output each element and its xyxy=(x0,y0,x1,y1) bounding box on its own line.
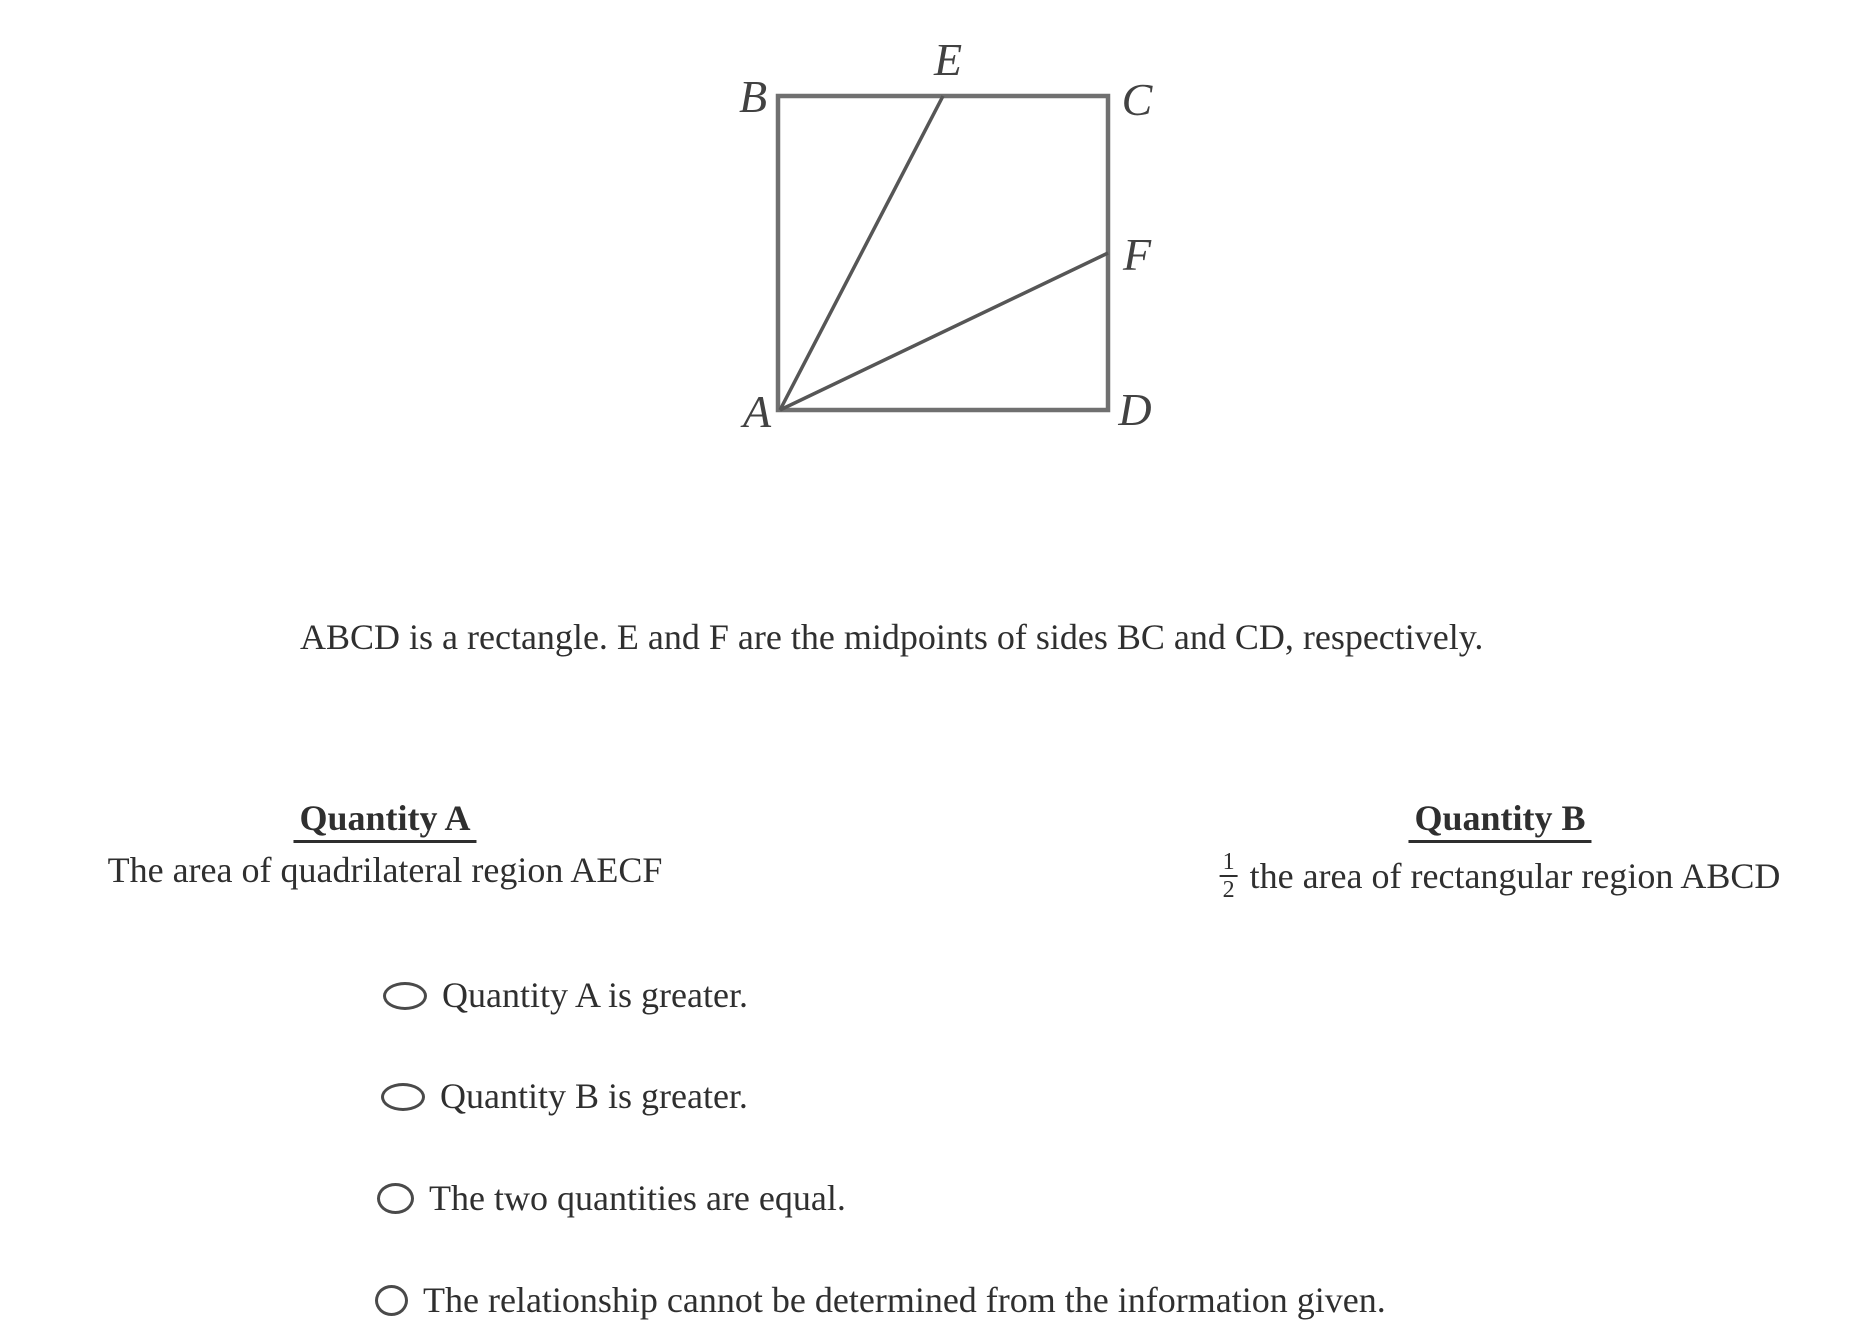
quantity-b-description xyxy=(1220,849,1781,904)
radio-button[interactable] xyxy=(377,1183,414,1214)
one-half-fraction xyxy=(1220,849,1238,904)
vertex-label-f: F xyxy=(1122,229,1152,280)
vertex-label-b: B xyxy=(738,71,768,122)
option-label: The relationship cannot be determined from the information given. xyxy=(423,1280,1386,1320)
answer-option-cannot-be-determined[interactable] xyxy=(375,1279,1386,1322)
segment-ae xyxy=(780,96,943,410)
geometry-figure xyxy=(740,20,1180,465)
quantity-b-heading: Quantity B xyxy=(1408,797,1591,843)
quantity-b-text: the area of rectangular region ABCD xyxy=(1249,855,1781,896)
fraction-denominator: 2 xyxy=(1220,875,1238,903)
radio-button[interactable] xyxy=(383,982,427,1010)
problem-statement: ABCD is a rectangle. E and F are the midpoints of sides BC and CD, respectively. xyxy=(300,617,1484,657)
radio-button[interactable] xyxy=(375,1285,408,1316)
segment-af xyxy=(780,253,1108,410)
vertex-label-d: D xyxy=(1118,384,1152,435)
option-label: Quantity B is greater. xyxy=(440,1076,748,1116)
fraction-numerator: 1 xyxy=(1222,849,1235,875)
quantity-a-description xyxy=(108,849,663,892)
answer-option-quantity-a-greater[interactable] xyxy=(383,974,748,1017)
option-label: The two quantities are equal. xyxy=(429,1178,846,1218)
rectangle-abcd xyxy=(778,96,1108,410)
option-label: Quantity A is greater. xyxy=(442,975,748,1015)
answer-option-quantities-equal[interactable] xyxy=(377,1177,846,1220)
vertex-label-e: E xyxy=(933,34,963,85)
quantity-a-text: The area of quadrilateral region AECF xyxy=(107,850,663,890)
quantity-a-heading: Quantity A xyxy=(293,797,476,843)
radio-button[interactable] xyxy=(381,1083,425,1111)
vertex-label-c: C xyxy=(1121,74,1153,125)
vertex-label-a: A xyxy=(742,386,772,437)
rectangle-abcd-drawing xyxy=(740,20,1180,465)
answer-option-quantity-b-greater[interactable] xyxy=(381,1075,748,1118)
